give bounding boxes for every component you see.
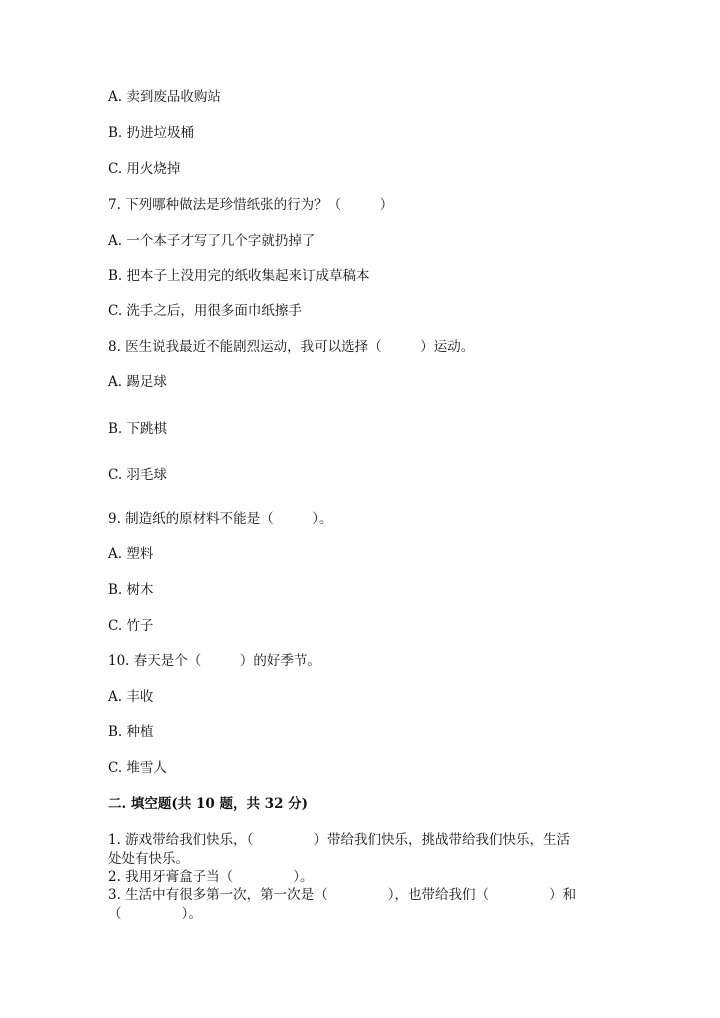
q6-option-a: A. 卖到废品收购站: [108, 89, 221, 105]
q8-stem: 8. 医生说我最近不能剧烈运动，我可以选择（ ）运动。: [108, 339, 475, 355]
q7-option-c: C. 洗手之后，用很多面巾纸擦手: [108, 303, 302, 319]
fill-item-2: 2. 我用牙膏盒子当（ ）。: [108, 869, 314, 885]
fill-item-3-line-2: （ ）。: [108, 906, 202, 922]
section-heading: 二. 填空题(共 10 题，共 32 分): [108, 796, 309, 812]
fill-item-1-line-2: 处处有快乐。: [108, 851, 189, 867]
fill-item-3-line-1: 3. 生活中有很多第一次，第一次是（ ），也带给我们（ ）和: [108, 887, 577, 903]
q8-option-c: C. 羽毛球: [108, 467, 167, 483]
q6-option-b: B. 扔进垃圾桶: [108, 125, 195, 141]
fill-item-1-line-1: 1. 游戏带给我们快乐，（ ）带给我们快乐，挑战带给我们快乐，生活: [108, 832, 570, 848]
q10-stem: 10. 春天是个（ ）的好季节。: [108, 653, 321, 669]
q9-stem: 9. 制造纸的原材料不能是（ ）。: [108, 511, 333, 527]
q8-option-b: B. 下跳棋: [108, 421, 168, 437]
q9-option-a: A. 塑料: [108, 546, 154, 562]
q10-option-c: C. 堆雪人: [108, 760, 167, 776]
q10-option-b: B. 种植: [108, 724, 154, 740]
q7-option-a: A. 一个本子才写了几个字就扔掉了: [108, 233, 316, 249]
q9-option-b: B. 树木: [108, 582, 154, 598]
q10-option-a: A. 丰收: [108, 689, 154, 705]
q9-option-c: C. 竹子: [108, 618, 154, 634]
q8-option-a: A. 踢足球: [108, 374, 167, 390]
q7-option-b: B. 把本子上没用完的纸收集起来订成草稿本: [108, 268, 370, 284]
q7-stem: 7. 下列哪种做法是珍惜纸张的行为？（ ）: [108, 197, 394, 213]
q6-option-c: C. 用火烧掉: [108, 161, 181, 177]
